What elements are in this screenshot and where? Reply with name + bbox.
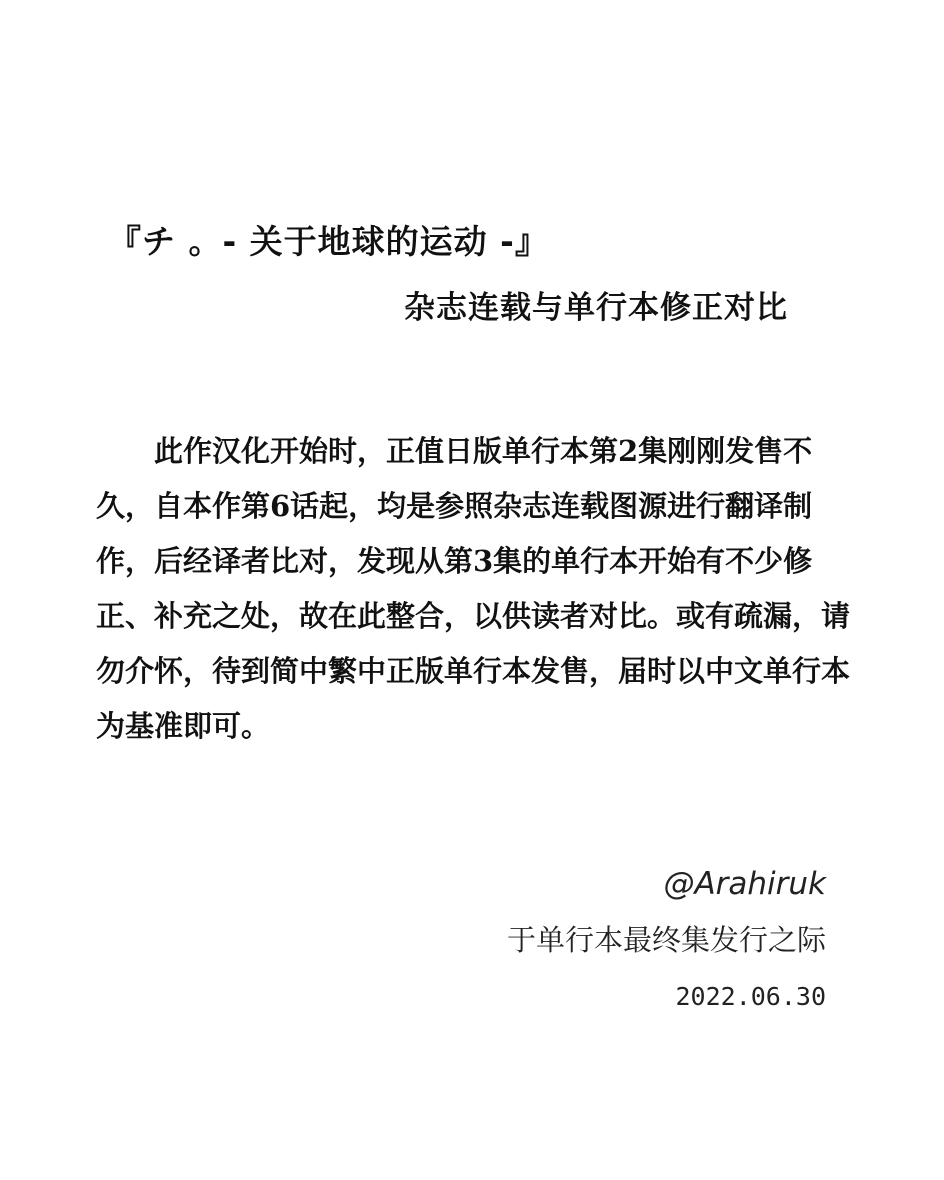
signature-block bbox=[507, 864, 826, 1014]
body-paragraph: 此作汉化开始时，正值日版单行本第2集刚刚发售不久，自本作第6话起，均是参照杂志连载图源进行翻译制作，后经译者比对，发现从第3集的单行本开始有不少修正、补充之处，故在此整合，以供读者对比。或有疏漏，请勿介怀，待到简中繁中正版单行本发售，届时以中文单行本为基准即可。 bbox=[96, 434, 851, 743]
body-section bbox=[96, 424, 856, 754]
signature-note: 于单行本最终集发行之际 bbox=[506, 923, 826, 957]
page-title: 『チ 。- 关于地球的运动 -』 bbox=[108, 222, 549, 261]
signature-date: 2022.06.30 bbox=[675, 982, 826, 1011]
page-subtitle: 杂志连载与单行本修正对比 bbox=[404, 290, 788, 326]
author-handle: @Arahiruk bbox=[663, 866, 826, 902]
